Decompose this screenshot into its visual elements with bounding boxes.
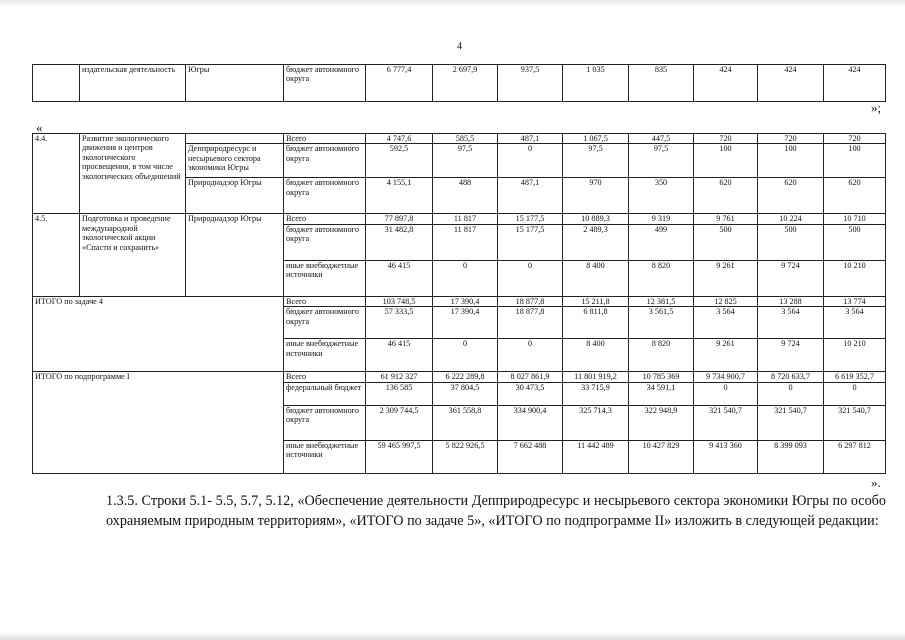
value-cell: 321 540,7 xyxy=(758,405,824,440)
value-cell: 500 xyxy=(694,224,758,260)
top-table xyxy=(32,64,886,102)
scan-edge-bottom xyxy=(0,632,905,640)
value-cell: 12 381,5 xyxy=(629,296,694,306)
name-cell: Развитие экологического движения и центров экологического просвещения, в том числе экологических объединений xyxy=(80,134,186,214)
value-cell: 937,5 xyxy=(498,65,563,102)
value-cell: 0 xyxy=(498,339,563,372)
value-cell: 10 210 xyxy=(824,260,886,296)
value-cell: 8 027 861,9 xyxy=(498,372,563,382)
total-label-cell: ИТОГО по подпрограмме I xyxy=(33,372,284,473)
value-cell: 0 xyxy=(498,144,563,178)
value-cell: 620 xyxy=(824,178,886,214)
value-cell: 350 xyxy=(629,178,694,214)
value-cell: 321 540,7 xyxy=(824,405,886,440)
value-cell: 322 948,9 xyxy=(629,405,694,440)
value-cell: 500 xyxy=(824,224,886,260)
value-cell: 0 xyxy=(694,382,758,405)
value-cell: 8 399 093 xyxy=(758,440,824,473)
value-cell: 4 747,6 xyxy=(366,134,433,144)
value-cell: 10 427 829 xyxy=(629,440,694,473)
value-cell: 9 261 xyxy=(694,339,758,372)
value-cell: 8 820 xyxy=(629,339,694,372)
value-cell: 2 697,9 xyxy=(433,65,498,102)
value-cell: 15 177,5 xyxy=(498,214,563,224)
page-number: 4 xyxy=(457,41,462,52)
value-cell: 424 xyxy=(758,65,824,102)
value-cell: 17 390,4 xyxy=(433,296,498,306)
value-cell: 6 811,8 xyxy=(563,307,629,339)
value-cell: 6 297 812 xyxy=(824,440,886,473)
value-cell: 11 817 xyxy=(433,214,498,224)
value-cell: 720 xyxy=(758,134,824,144)
value-cell: 970 xyxy=(563,178,629,214)
value-cell: 499 xyxy=(629,224,694,260)
value-cell: 100 xyxy=(694,144,758,178)
value-cell: 9 319 xyxy=(629,214,694,224)
table-row xyxy=(33,372,886,382)
value-cell: 9 261 xyxy=(694,260,758,296)
source-cell: иные внебюджетные источники xyxy=(284,440,366,473)
value-cell: 3 561,5 xyxy=(629,307,694,339)
opening-quote: « xyxy=(36,120,43,135)
value-cell: 136 585 xyxy=(366,382,433,405)
value-cell: 97,5 xyxy=(563,144,629,178)
value-cell: 11 817 xyxy=(433,224,498,260)
value-cell: 77 897,8 xyxy=(366,214,433,224)
value-cell: 34 591,1 xyxy=(629,382,694,405)
closing-quote: »; xyxy=(871,100,882,115)
value-cell: 0 xyxy=(824,382,886,405)
source-cell: иные внебюджетные источники xyxy=(284,260,366,296)
instruction-text: 1.3.5. Строки 5.1- 5.5, 5.7, 5.12, «Обеспечение деятельности Депприродресурс и несырьевого сектора экономики Югры по особо охраняемым природным территориям», «ИТОГО по задаче 5», «ИТОГО по подпрограмме II» изложить в следующей редакции: xyxy=(106,493,886,529)
value-cell: 325 714,3 xyxy=(563,405,629,440)
value-cell: 30 473,5 xyxy=(498,382,563,405)
value-cell: 15 211,8 xyxy=(563,296,629,306)
value-cell: 11 801 919,2 xyxy=(563,372,629,382)
table-row xyxy=(33,65,886,102)
value-cell: 3 564 xyxy=(694,307,758,339)
value-cell: 7 662 488 xyxy=(498,440,563,473)
value-cell: 487,1 xyxy=(498,178,563,214)
value-cell: 103 748,5 xyxy=(366,296,433,306)
number-cell xyxy=(33,65,80,102)
value-cell: 8 400 xyxy=(563,260,629,296)
executor-cell: Природнадзор Югры xyxy=(186,214,284,296)
value-cell: 4 155,1 xyxy=(366,178,433,214)
name-cell: Подготовка и проведение международной экологической акции «Спасти и сохранить» xyxy=(80,214,186,296)
scan-edge-top xyxy=(0,0,905,6)
value-cell: 17 390,4 xyxy=(433,307,498,339)
source-cell: бюджет автономного округа xyxy=(284,224,366,260)
executor-cell xyxy=(186,134,284,144)
table-row xyxy=(33,296,886,306)
value-cell: 620 xyxy=(758,178,824,214)
value-cell: 0 xyxy=(758,382,824,405)
value-cell: 9 724 xyxy=(758,339,824,372)
table-row xyxy=(33,134,886,144)
source-cell: Всего xyxy=(284,372,366,382)
value-cell: 10 224 xyxy=(758,214,824,224)
source-cell: бюджет автономного округа xyxy=(284,65,366,102)
value-cell: 100 xyxy=(824,144,886,178)
value-cell: 720 xyxy=(824,134,886,144)
closing-quote: ». xyxy=(871,475,881,490)
value-cell: 46 415 xyxy=(366,339,433,372)
value-cell: 8 400 xyxy=(563,339,629,372)
value-cell: 1 035 xyxy=(563,65,629,102)
value-cell: 10 710 xyxy=(824,214,886,224)
value-cell: 0 xyxy=(498,260,563,296)
value-cell: 8 820 xyxy=(629,260,694,296)
value-cell: 15 177,5 xyxy=(498,224,563,260)
source-cell: федеральный бюджет xyxy=(284,382,366,405)
source-cell: бюджет автономного округа xyxy=(284,307,366,339)
value-cell: 720 xyxy=(694,134,758,144)
value-cell: 33 715,9 xyxy=(563,382,629,405)
instruction-paragraph xyxy=(106,491,886,531)
source-cell: бюджет автономного округа xyxy=(284,144,366,178)
value-cell: 100 xyxy=(758,144,824,178)
value-cell: 13 774 xyxy=(824,296,886,306)
value-cell: 46 415 xyxy=(366,260,433,296)
value-cell: 97,5 xyxy=(433,144,498,178)
source-cell: бюджет автономного округа xyxy=(284,178,366,214)
value-cell: 334 900,4 xyxy=(498,405,563,440)
value-cell: 10 889,3 xyxy=(563,214,629,224)
value-cell: 620 xyxy=(694,178,758,214)
value-cell: 585,5 xyxy=(433,134,498,144)
value-cell: 18 877,8 xyxy=(498,307,563,339)
executor-cell: Депприродресурс и несырьевого сектора экономики Югры xyxy=(186,144,284,178)
value-cell: 3 564 xyxy=(758,307,824,339)
name-cell: издательская деятельность xyxy=(80,65,186,102)
value-cell: 447,5 xyxy=(629,134,694,144)
value-cell: 6 619 352,7 xyxy=(824,372,886,382)
value-cell: 424 xyxy=(824,65,886,102)
executor-cell: Природнадзор Югры xyxy=(186,178,284,214)
value-cell: 9 761 xyxy=(694,214,758,224)
value-cell: 500 xyxy=(758,224,824,260)
value-cell: 321 540,7 xyxy=(694,405,758,440)
value-cell: 5 822 926,5 xyxy=(433,440,498,473)
value-cell: 11 442 489 xyxy=(563,440,629,473)
source-cell: бюджет автономного округа xyxy=(284,405,366,440)
value-cell: 61 912 327 xyxy=(366,372,433,382)
value-cell: 1 067,5 xyxy=(563,134,629,144)
value-cell: 9 734 900,7 xyxy=(694,372,758,382)
value-cell: 37 804,5 xyxy=(433,382,498,405)
value-cell: 9 413 360 xyxy=(694,440,758,473)
value-cell: 488 xyxy=(433,178,498,214)
number-cell: 4.5. xyxy=(33,214,80,296)
value-cell: 6 777,4 xyxy=(366,65,433,102)
value-cell: 3 564 xyxy=(824,307,886,339)
executor-cell: Югры xyxy=(186,65,284,102)
value-cell: 31 482,8 xyxy=(366,224,433,260)
value-cell: 97,5 xyxy=(629,144,694,178)
value-cell: 13 288 xyxy=(758,296,824,306)
value-cell: 8 720 633,7 xyxy=(758,372,824,382)
value-cell: 0 xyxy=(433,339,498,372)
value-cell: 18 877,8 xyxy=(498,296,563,306)
value-cell: 9 724 xyxy=(758,260,824,296)
value-cell: 12 825 xyxy=(694,296,758,306)
source-cell: Всего xyxy=(284,296,366,306)
value-cell: 59 465 997,5 xyxy=(366,440,433,473)
value-cell: 6 222 289,8 xyxy=(433,372,498,382)
value-cell: 57 333,5 xyxy=(366,307,433,339)
main-table xyxy=(32,133,886,474)
source-cell: Всего xyxy=(284,134,366,144)
value-cell: 424 xyxy=(694,65,758,102)
source-cell: иные внебюджетные источники xyxy=(284,339,366,372)
value-cell: 10 785 369 xyxy=(629,372,694,382)
value-cell: 0 xyxy=(433,260,498,296)
value-cell: 487,1 xyxy=(498,134,563,144)
source-cell: Всего xyxy=(284,214,366,224)
value-cell: 2 489,3 xyxy=(563,224,629,260)
value-cell: 592,5 xyxy=(366,144,433,178)
table-row xyxy=(33,214,886,224)
value-cell: 10 210 xyxy=(824,339,886,372)
value-cell: 361 558,8 xyxy=(433,405,498,440)
value-cell: 835 xyxy=(629,65,694,102)
total-label-cell: ИТОГО по задаче 4 xyxy=(33,296,284,371)
value-cell: 2 309 744,5 xyxy=(366,405,433,440)
number-cell: 4.4. xyxy=(33,134,80,214)
